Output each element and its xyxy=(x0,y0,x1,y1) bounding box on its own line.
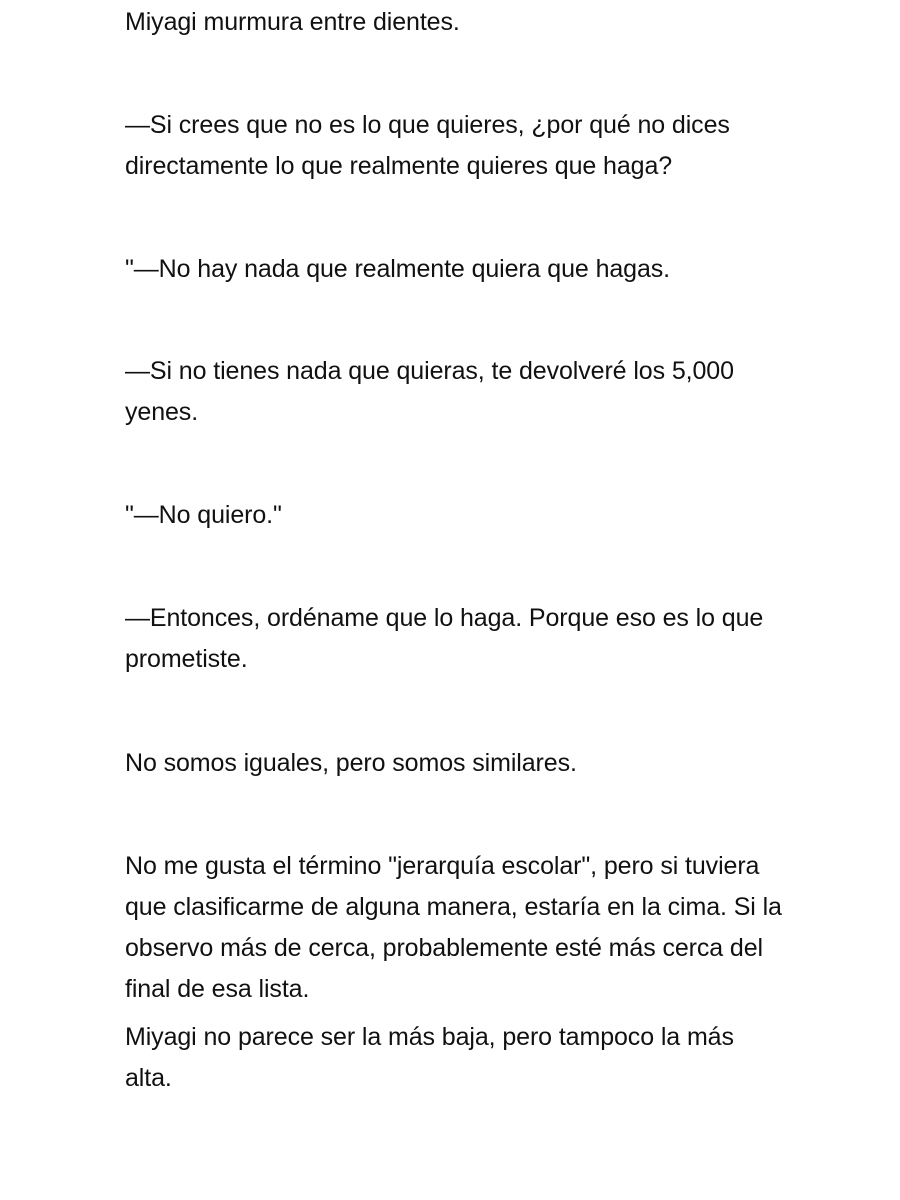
paragraph-2: —Si crees que no es lo que quieres, ¿por qué no dices directamente lo que realmente quieres que haga? xyxy=(125,111,730,180)
paragraph-7: No somos iguales, pero somos similares. xyxy=(125,749,577,777)
paragraph-3: "—No hay nada que realmente quiera que hagas. xyxy=(125,255,671,283)
paragraph-4: —Si no tienes nada que quieras, te devolveré los 5,000 yenes. xyxy=(125,357,734,426)
paragraph-9: Miyagi no parece ser la más baja, pero tampoco la más alta. xyxy=(125,1023,734,1092)
paragraph-1: Miyagi murmura entre dientes. xyxy=(125,8,460,36)
paragraph-8: No me gusta el término "jerarquía escolar", pero si tuviera que clasificarme de alguna manera, estaría en la cima. Si la observo más de cerca, probablemente esté más cerca del final de esa lista. xyxy=(125,852,782,1003)
paragraph-6: —Entonces, ordéname que lo haga. Porque eso es lo que prometiste. xyxy=(125,604,764,673)
paragraph-5: "—No quiero." xyxy=(125,501,282,529)
